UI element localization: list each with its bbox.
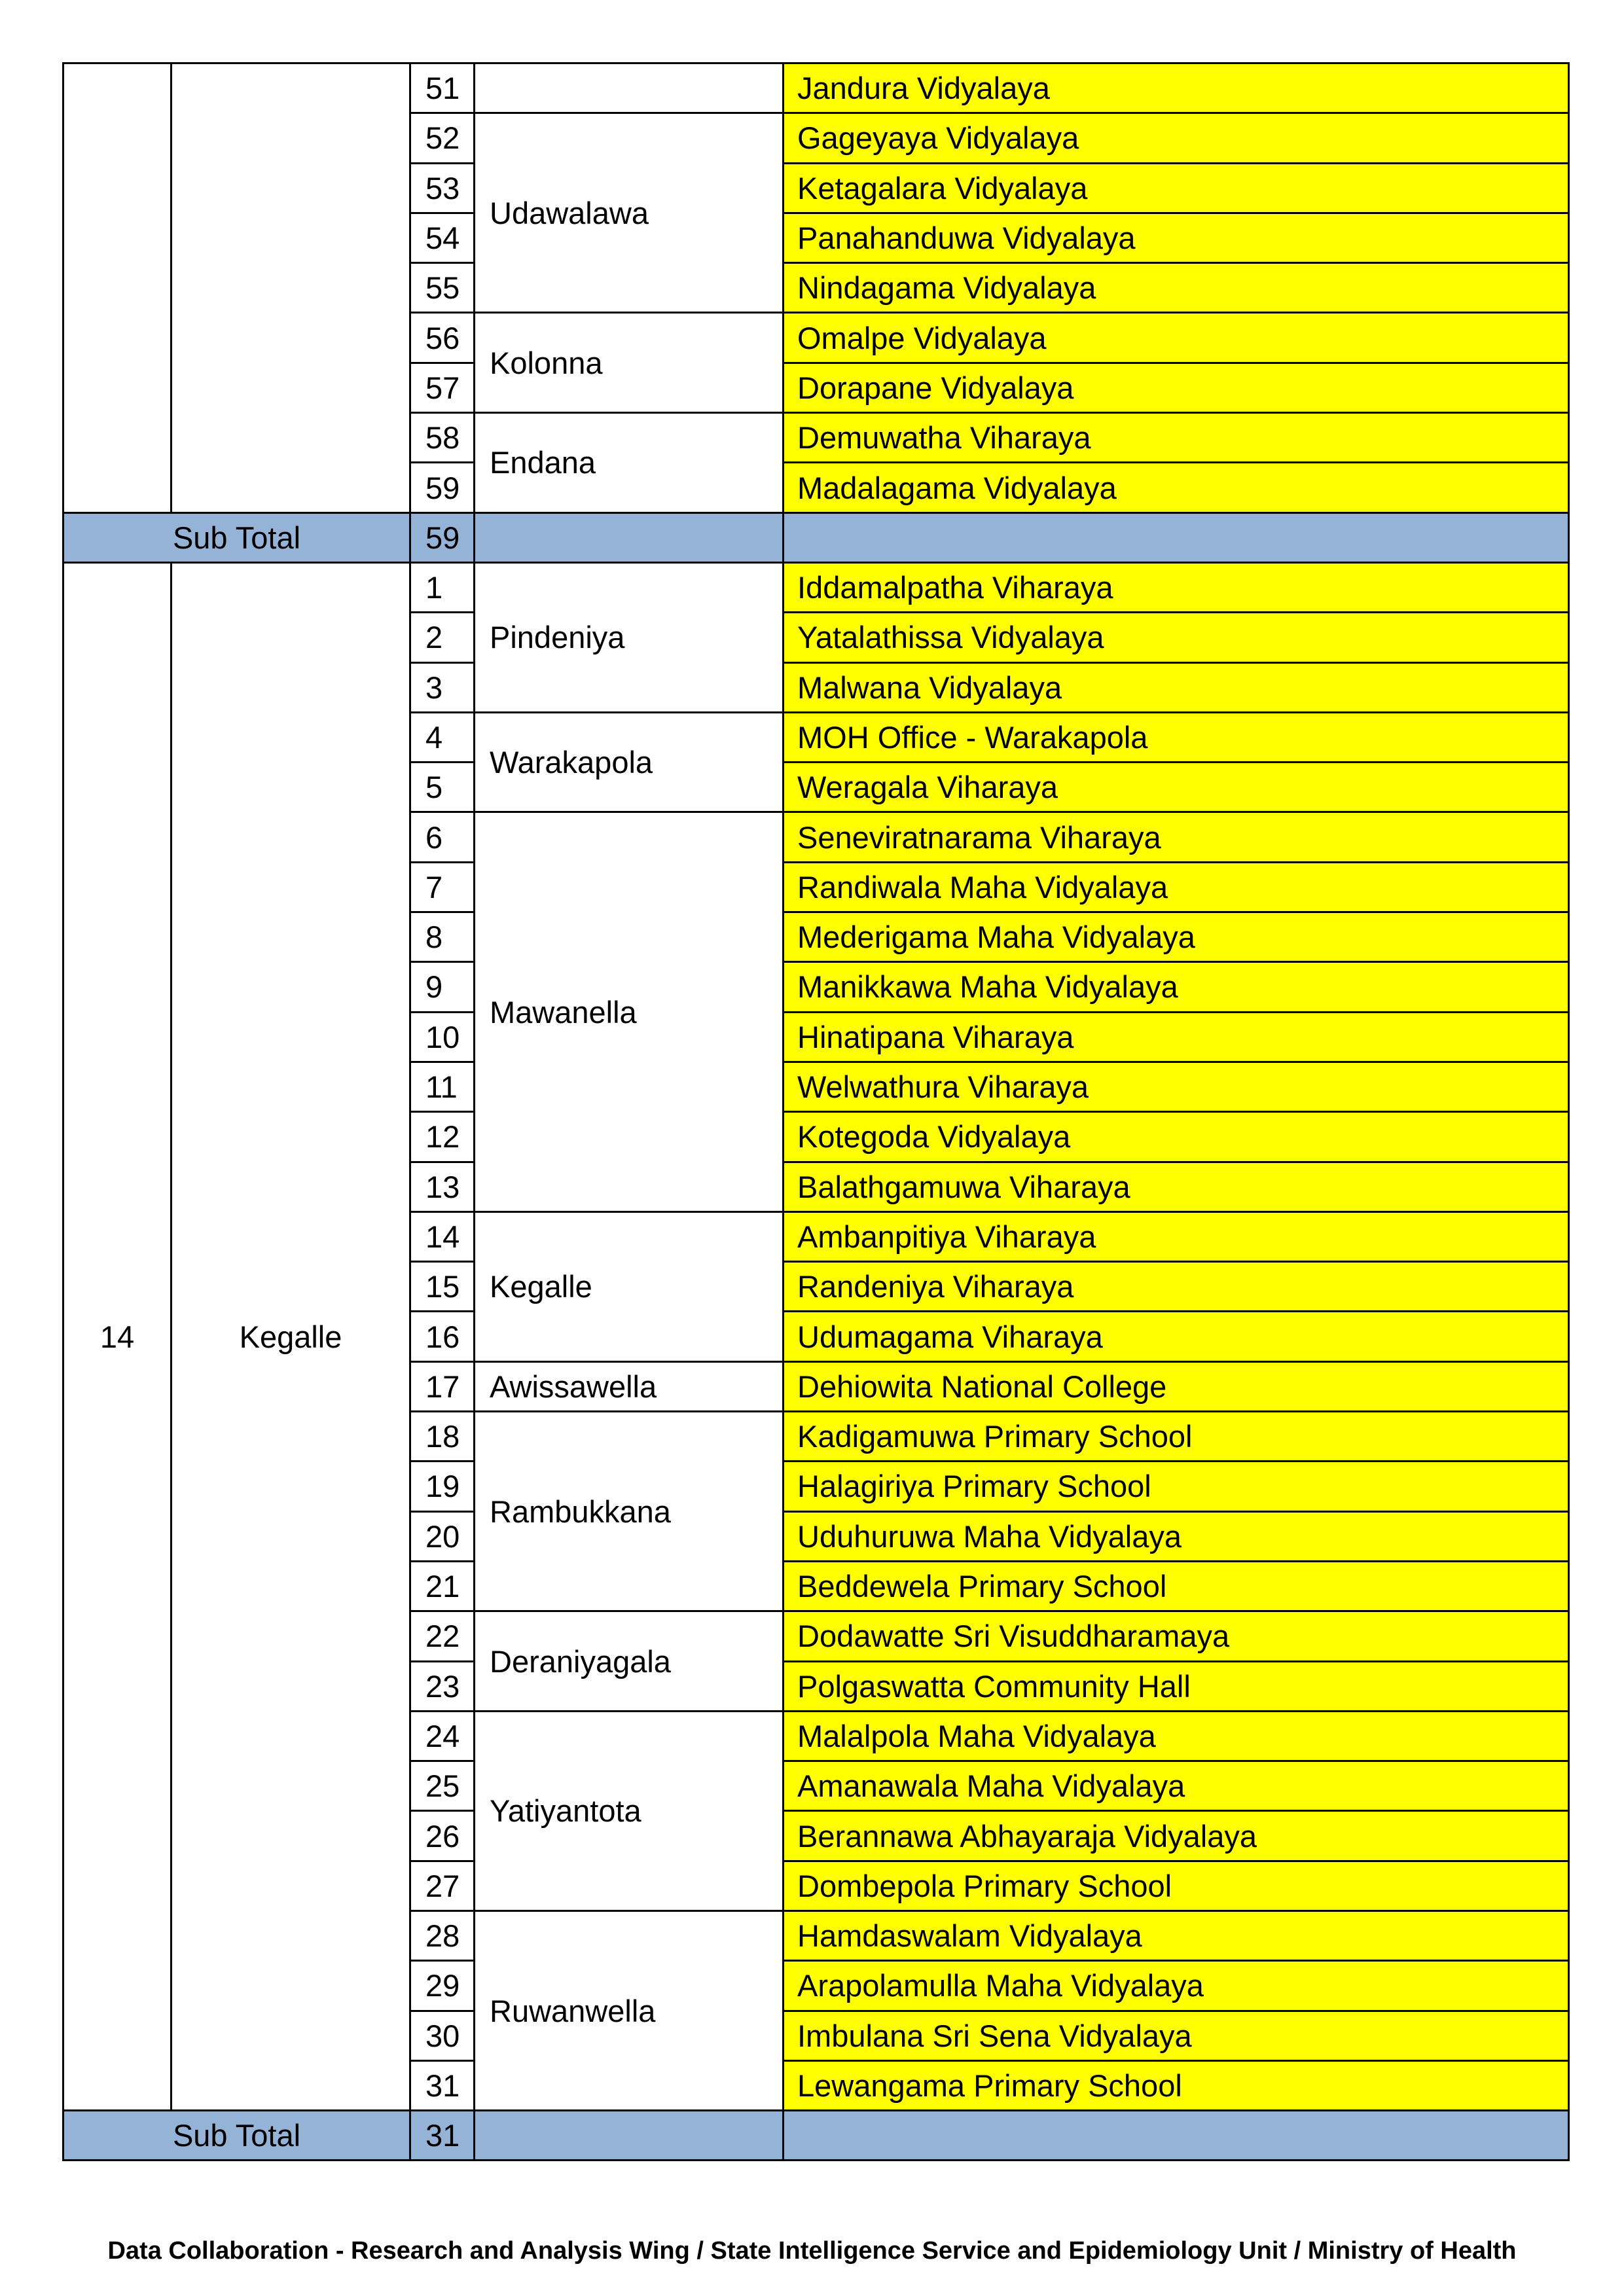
center-number-cell: 22 <box>410 1611 475 1661</box>
center-number-cell: 12 <box>410 1112 475 1162</box>
moh-area-cell <box>475 63 784 113</box>
center-number-cell: 7 <box>410 862 475 912</box>
center-number-cell: 20 <box>410 1511 475 1561</box>
center-name-cell: Weragala Viharaya <box>784 762 1569 812</box>
moh-area-cell: Yatiyantota <box>475 1711 784 1910</box>
center-name-cell: Randiwala Maha Vidyalaya <box>784 862 1569 912</box>
center-number-cell: 57 <box>410 363 475 412</box>
center-number-cell: 4 <box>410 712 475 762</box>
center-name-cell: Welwathura Viharaya <box>784 1062 1569 1111</box>
center-number-cell: 17 <box>410 1361 475 1411</box>
center-name-cell: Dodawatte Sri Visuddharamaya <box>784 1611 1569 1661</box>
center-name-cell: Balathgamuwa Viharaya <box>784 1162 1569 1211</box>
center-name-cell: Gageyaya Vidyalaya <box>784 113 1569 163</box>
center-name-cell: Dombepola Primary School <box>784 1861 1569 1910</box>
subtotal-count: 59 <box>410 512 475 562</box>
center-name-cell: Arapolamulla Maha Vidyalaya <box>784 1961 1569 2011</box>
center-name-cell: Seneviratnarama Viharaya <box>784 812 1569 862</box>
center-number-cell: 1 <box>410 562 475 612</box>
center-number-cell: 27 <box>410 1861 475 1910</box>
center-number-cell: 54 <box>410 213 475 262</box>
center-name-cell: Kadigamuwa Primary School <box>784 1412 1569 1462</box>
center-name-cell: Hinatipana Viharaya <box>784 1012 1569 1062</box>
center-name-cell: Polgaswatta Community Hall <box>784 1661 1569 1711</box>
subtotal-label: Sub Total <box>63 512 410 562</box>
province-index-cell <box>63 63 171 513</box>
center-name-cell: Jandura Vidyalaya <box>784 63 1569 113</box>
moh-area-cell: Awissawella <box>475 1361 784 1411</box>
center-number-cell: 28 <box>410 1910 475 1960</box>
moh-area-cell: Udawalawa <box>475 113 784 313</box>
center-name-cell: Udumagama Viharaya <box>784 1312 1569 1361</box>
moh-area-cell: Rambukkana <box>475 1412 784 1611</box>
center-number-cell: 19 <box>410 1462 475 1511</box>
center-name-cell: Berannawa Abhayaraja Vidyalaya <box>784 1811 1569 1861</box>
center-number-cell: 26 <box>410 1811 475 1861</box>
center-name-cell: Uduhuruwa Maha Vidyalaya <box>784 1511 1569 1561</box>
center-number-cell: 56 <box>410 313 475 363</box>
moh-area-cell: Pindeniya <box>475 562 784 712</box>
center-number-cell: 52 <box>410 113 475 163</box>
center-number-cell: 23 <box>410 1661 475 1711</box>
center-number-cell: 53 <box>410 163 475 213</box>
center-name-cell: Malalpola Maha Vidyalaya <box>784 1711 1569 1761</box>
moh-area-cell: Ruwanwella <box>475 1910 784 2110</box>
center-number-cell: 2 <box>410 613 475 662</box>
center-name-cell: Halagiriya Primary School <box>784 1462 1569 1511</box>
subtotal-area-blank <box>475 512 784 562</box>
center-name-cell: Lewangama Primary School <box>784 2060 1569 2110</box>
center-number-cell: 59 <box>410 463 475 512</box>
moh-area-cell: Deraniyagala <box>475 1611 784 1712</box>
subtotal-name-blank <box>784 512 1569 562</box>
moh-area-cell: Warakapola <box>475 712 784 812</box>
center-number-cell: 8 <box>410 912 475 962</box>
center-name-cell: Dorapane Vidyalaya <box>784 363 1569 412</box>
center-number-cell: 16 <box>410 1312 475 1361</box>
moh-area-cell: Mawanella <box>475 812 784 1211</box>
center-name-cell: Kotegoda Vidyalaya <box>784 1112 1569 1162</box>
center-number-cell: 14 <box>410 1211 475 1261</box>
center-name-cell: Iddamalpatha Viharaya <box>784 562 1569 612</box>
center-name-cell: Manikkawa Maha Vidyalaya <box>784 962 1569 1012</box>
center-name-cell: Omalpe Vidyalaya <box>784 313 1569 363</box>
center-number-cell: 9 <box>410 962 475 1012</box>
center-number-cell: 51 <box>410 63 475 113</box>
center-name-cell: Amanawala Maha Vidyalaya <box>784 1761 1569 1811</box>
center-number-cell: 24 <box>410 1711 475 1761</box>
center-name-cell: Dehiowita National College <box>784 1361 1569 1411</box>
center-name-cell: Ambanpitiya Viharaya <box>784 1211 1569 1261</box>
subtotal-label: Sub Total <box>63 2111 410 2161</box>
center-number-cell: 18 <box>410 1412 475 1462</box>
page-footer: Data Collaboration - Research and Analysis Wing / State Intelligence Service and Epidemiology Unit / Ministry of Health <box>107 2237 1517 2265</box>
quarantine-centers-table <box>62 62 1570 2161</box>
subtotal-row <box>63 512 1569 562</box>
center-name-cell: Hamdaswalam Vidyalaya <box>784 1910 1569 1960</box>
center-name-cell: Panahanduwa Vidyalaya <box>784 213 1569 262</box>
center-number-cell: 10 <box>410 1012 475 1062</box>
center-name-cell: Randeniya Viharaya <box>784 1262 1569 1312</box>
subtotal-count: 31 <box>410 2111 475 2161</box>
table-body <box>63 63 1569 2161</box>
district-cell: Kegalle <box>171 562 410 2110</box>
center-name-cell: Madalagama Vidyalaya <box>784 463 1569 512</box>
center-name-cell: Mederigama Maha Vidyalaya <box>784 912 1569 962</box>
center-name-cell: Yatalathissa Vidyalaya <box>784 613 1569 662</box>
table-row <box>63 63 1569 113</box>
center-name-cell: Demuwatha Viharaya <box>784 413 1569 463</box>
center-name-cell: Beddewela Primary School <box>784 1561 1569 1611</box>
table-row <box>63 562 1569 612</box>
subtotal-row <box>63 2111 1569 2161</box>
center-number-cell: 21 <box>410 1561 475 1611</box>
center-number-cell: 25 <box>410 1761 475 1811</box>
center-number-cell: 29 <box>410 1961 475 2011</box>
center-number-cell: 58 <box>410 413 475 463</box>
center-name-cell: Nindagama Vidyalaya <box>784 263 1569 313</box>
center-number-cell: 5 <box>410 762 475 812</box>
moh-area-cell: Kegalle <box>475 1211 784 1361</box>
subtotal-name-blank <box>784 2111 1569 2161</box>
center-number-cell: 13 <box>410 1162 475 1211</box>
center-number-cell: 30 <box>410 2011 475 2060</box>
district-cell <box>171 63 410 513</box>
center-number-cell: 3 <box>410 662 475 712</box>
center-name-cell: Malwana Vidyalaya <box>784 662 1569 712</box>
center-name-cell: Ketagalara Vidyalaya <box>784 163 1569 213</box>
center-number-cell: 31 <box>410 2060 475 2110</box>
moh-area-cell: Kolonna <box>475 313 784 413</box>
center-number-cell: 6 <box>410 812 475 862</box>
center-number-cell: 15 <box>410 1262 475 1312</box>
center-number-cell: 55 <box>410 263 475 313</box>
moh-area-cell: Endana <box>475 413 784 513</box>
province-index-cell: 14 <box>63 562 171 2110</box>
center-number-cell: 11 <box>410 1062 475 1111</box>
center-name-cell: Imbulana Sri Sena Vidyalaya <box>784 2011 1569 2060</box>
center-name-cell: MOH Office - Warakapola <box>784 712 1569 762</box>
subtotal-area-blank <box>475 2111 784 2161</box>
